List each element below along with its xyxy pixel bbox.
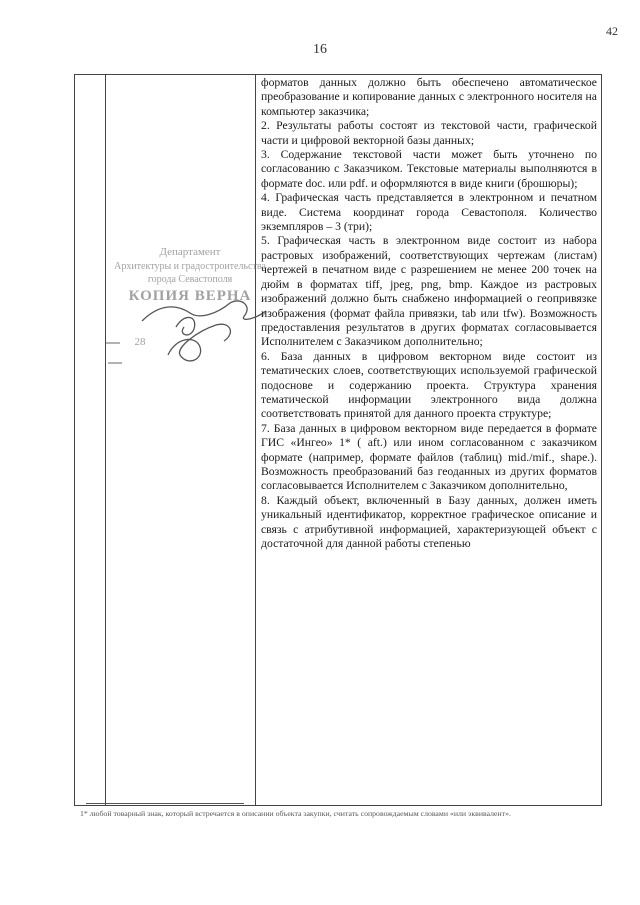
table-column-divider: [255, 75, 256, 805]
stamp-line-1: Департамент: [159, 246, 221, 258]
stamp-line-2: Архитектуры и градостроительства: [114, 261, 266, 272]
handwritten-signature: [106, 301, 266, 363]
requirements-text: [261, 76, 597, 551]
document-table: [74, 74, 602, 806]
footnote-divider: [86, 803, 244, 804]
page-number: 16: [313, 42, 327, 57]
paragraph: 2. Результаты работы состоят из текстовой части, графической части и цифровой векторной базы данных;: [261, 119, 597, 147]
paragraph: 3. Содержание текстовой части может быть уточнено по согласованию с Заказчиком. Текстовые материалы выполняются в формате doc. или pdf. и оформляются в виде книги (брошюры);: [261, 148, 597, 190]
stamp-line-4: КОПИЯ ВЕРНА: [128, 288, 252, 304]
table-column-divider: [105, 75, 106, 805]
page-number-corner: 42: [606, 24, 618, 38]
paragraph: 8. Каждый объект, включенный в Базу данных, должен иметь уникальный идентификатор, корректное графическое описание и связь с атрибутивной информацией, характеризующей объект с достаточной для данной работы степенью: [261, 493, 597, 550]
footnote: 1* любой товарный знак, который встречается в описании объекта закупки, считать сопровождаемым словами «или эквивалент».: [80, 809, 511, 818]
paragraph: форматов данных должно быть обеспечено автоматическое преобразование и копирование данных с электронного носителя на компьютер заказчика;: [261, 76, 597, 118]
stamp-date: 28: [134, 336, 146, 348]
paragraph: 5. Графическая часть в электронном виде состоит из набора растровых изображений, соответствующих чертежам (листам) чертежей в печатном виде с разрешением не менее 200 точек на дюйм в форматах tiff, jpeg, png, bmp. Каждое из растровых изображений должно быть снабжено информацией о геопривязке изображения (формат файла привязки, tab или tfw). Возможность предоставления результатов в других форматах согласовывается Исполнителем с Заказчиком дополнительно;: [261, 234, 597, 349]
paragraph: 7. База данных в цифровом векторном виде передается в формате ГИС «Ингео» 1* ( aft.) или ином согласованном с заказчиком формате (например, формате файлов (таблиц) mid./mif., shape.). Возможность преобразований баз геоданных из других форматов согласовывается Исполнителем с Заказчиком дополнительно,: [261, 421, 597, 493]
paragraph: 6. База данных в цифровом векторном виде состоит из тематических слоев, соответствующих используемой графической подоснове и содержанию проекта. Структура хранения тематической информации электронного вида должна соответствовать принятой для данного проекта структуре;: [261, 349, 597, 421]
stamp-line-3: города Севастополя: [147, 274, 233, 285]
paragraph: 4. Графическая часть представляется в электронном и печатном виде. Система координат города Севастополя. Количество экземпляров – 3 (три);: [261, 191, 597, 234]
